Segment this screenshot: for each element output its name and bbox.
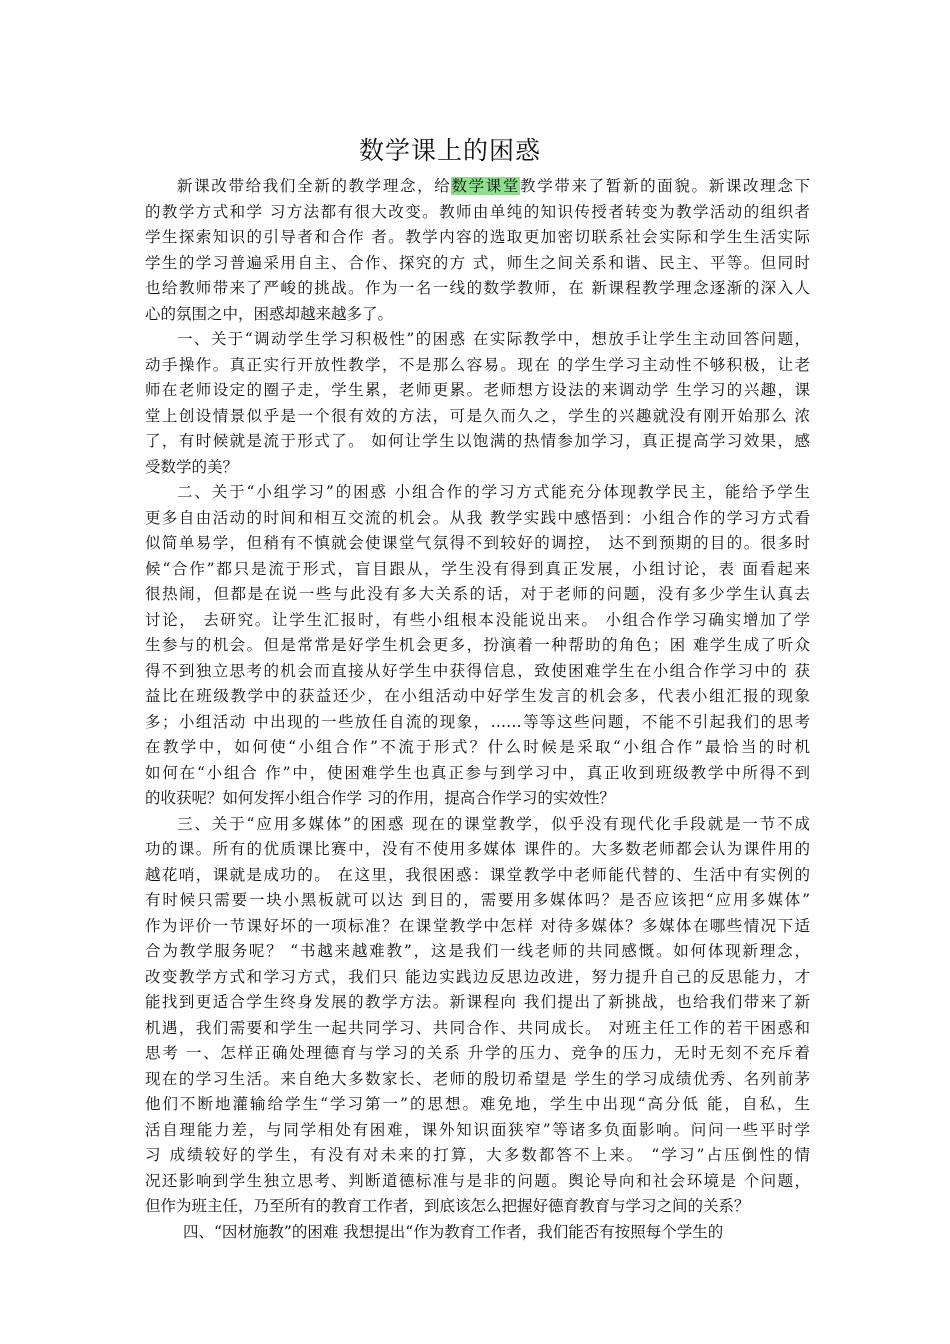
line-text: 思考 一、怎样正确处理德育与学习的关系 升学的压力、竞争的压力，无时无刻不充斥着 <box>145 1044 810 1062</box>
line-text: 益比在班级教学中的获益还少，在小组活动中好学生发言的机会多，代表小组汇报的现象 <box>145 687 810 705</box>
text-line <box>145 276 810 302</box>
text-line <box>145 1092 810 1118</box>
text-line <box>145 582 810 608</box>
line-text: 一、关于“调动学生学习积极性”的困惑 在实际教学中，想放手让学生主动回答问题， <box>177 330 810 348</box>
text-line <box>145 531 810 557</box>
line-text: 作为评价一节课好坏的一项标准？在课堂教学中怎样 对待多媒体？多媒体在哪些情况下适 <box>145 916 810 935</box>
text-line <box>145 480 810 506</box>
line-text: 越花哨，课就是成功的。 在这里，我很困惑：课堂教学中老师能代替的、生活中有实例的 <box>145 865 810 884</box>
line-text: 得不到独立思考的机会而直接从好学生中获得信息，致使困难学生在小组合作学习中的 获 <box>145 661 810 680</box>
document-title: 数学课上的困惑 <box>358 136 541 165</box>
text-line <box>145 837 810 863</box>
line-text: 况还影响到学生独立思考、判断道德标准与是非的问题。舆论导向和社会环境是 个问题， <box>145 1171 810 1190</box>
line-text: 的收获呢？如何发挥小组合作学 习的作用，提高合作学习的实效性？ <box>145 789 615 807</box>
text-line <box>145 251 810 277</box>
text-line <box>145 1118 810 1144</box>
line-text: 了，有时候就是流于形式了。 如何让学生以饱满的热情参加学习，真正提高学习效果，感 <box>145 432 810 450</box>
line-text: 功的课。所有的优质课比赛中，没有不使用多媒体 课件的。大多数老师都会认为课件用的 <box>145 840 810 858</box>
text-line <box>145 812 810 838</box>
text-line <box>145 1143 810 1169</box>
text-line <box>145 633 810 659</box>
line-text-after: 教学带来了暂新的面貌。新课改理念下 <box>520 177 810 195</box>
line-text: 似简单易学，但稍有不慎就会使课堂气氛得不到较好的调控， 达不到预期的目的。很多时 <box>145 534 810 552</box>
line-text: 也给教师带来了严峻的挑战。作为一名一线的数学教师，在 新课程教学理念逐渐的深入人 <box>145 279 810 297</box>
line-text: 二、关于“小组学习”的困惑 小组合作的学习方式能充分体现教学民主，能给予学生 <box>177 483 810 501</box>
line-text: 但作为班主任，乃至所有的教育工作者，到底该怎么把握好德育教育与学习之间的关系？ <box>145 1197 750 1215</box>
text-line <box>145 327 810 353</box>
line-text: 心的氛围之中，困惑却越来越多了。 <box>145 304 394 323</box>
line-text: 学生探索知识的引导者和合作 者。教学内容的选取更加密切联系社会实际和学生生活实际 <box>145 228 810 246</box>
text-line <box>145 455 810 481</box>
text-line <box>145 174 810 200</box>
line-text: 新课改带给我们全新的教学理念，给 <box>177 177 452 195</box>
line-text: 很热闹，但都是在说一些与此没有多大关系的话，对于老师的问题，没有多少学生认真去 <box>145 585 810 603</box>
text-line <box>145 225 810 251</box>
text-line <box>145 302 810 328</box>
text-line <box>145 684 810 710</box>
line-text: 机遇，我们需要和学生一起共同学习、共同合作、共同成长。 对班主任工作的若干困惑和 <box>145 1018 810 1037</box>
line-text: 活自理能力差，与同学相处有困难，课外知识面狭窄”等诸多负面影响。问问一些平时学 <box>145 1120 810 1139</box>
line-text: 现在的学习生活。来自绝大多数家长、老师的殷切希望是 学生的学习成绩优秀、名列前茅 <box>145 1069 810 1088</box>
line-text: 受数学的美？ <box>145 457 239 476</box>
line-text: 如何在“小组合 作”中，使困难学生也真正参与到学习中，真正收到班级教学中所得不到 <box>145 763 810 782</box>
line-text: 堂上创设情景似乎是一个很有效的方法，可是久而久之，学生的兴趣就没有刚开始那么 浓 <box>145 406 810 425</box>
text-line <box>145 557 810 583</box>
line-text: 合为教学服务呢？ “书越来越难教”，这是我们一线老师的共同感慨。如何体现新理念， <box>145 942 810 960</box>
line-text: 能找到更适合学生终身发展的教学方法。新课程向 我们提出了新挑战，也给我们带来了新 <box>145 993 810 1011</box>
text-line <box>145 888 810 914</box>
text-line <box>145 608 810 634</box>
line-text: 讨论， 去研究。让学生汇报时，有些小组根本没能说出来。 小组合作学习确实增加了学 <box>145 610 810 629</box>
line-text: 四、“因材施教”的困难 我想提出“作为教育工作者，我们能否有按照每个学生的 <box>183 1222 724 1241</box>
text-line <box>145 429 810 455</box>
line-text: 更多自由活动的时间和相互交流的机会。从我 教学实践中感悟到：小组合作的学习方式看 <box>145 508 810 527</box>
line-text: 学生的学习普遍采用自主、合作、探究的方 式，师生之间关系和谐、民主、平等。但同时 <box>145 253 810 272</box>
text-line <box>145 1041 810 1067</box>
line-text: 他们不断地灌输给学生“学习第一”的思想。难免地，学生中出现“高分低 能，自私，生 <box>145 1095 810 1113</box>
line-text: 的教学方式和学 习方法都有很大改变。教师由单纯的知识传授者转变为教学活动的组织者 <box>145 202 810 221</box>
document-body <box>145 174 810 1245</box>
text-line <box>145 353 810 379</box>
line-text: 改变教学方式和学习方式，我们只 能边实践边反思边改进，努力提升自己的反思能力，才 <box>145 967 810 986</box>
text-line <box>145 1169 810 1195</box>
text-line <box>145 863 810 889</box>
text-line <box>145 786 810 812</box>
text-line <box>145 404 810 430</box>
text-line <box>145 710 810 736</box>
line-text: 三、关于“应用多媒体”的困惑 现在的课堂教学，似乎没有现代化手段就是一节不成 <box>177 814 810 833</box>
text-line <box>145 761 810 787</box>
text-line <box>145 914 810 940</box>
text-line <box>145 939 810 965</box>
line-text: 生参与的机会。但是常常是好学生机会更多，扮演着一种帮助的角色；困 难学生成了听众 <box>145 636 810 654</box>
text-line <box>145 659 810 685</box>
text-line <box>145 1067 810 1093</box>
text-line <box>145 990 810 1016</box>
text-line <box>145 378 810 404</box>
text-line <box>145 735 810 761</box>
highlighted-text: 数学课堂 <box>451 177 521 195</box>
text-line <box>145 1194 810 1220</box>
line-text: 习 成绩较好的学生，有没有对未来的打算，大多数都答不上来。 “学习”占压倒性的情 <box>145 1146 810 1164</box>
line-text: 动手操作。真正实行开放性教学，不是那么容易。现在 的学生学习主动性不够积极，让老 <box>145 355 810 374</box>
line-text: 候“合作”都只是流于形式，盲目跟从，学生没有得到真正发展，小组讨论，表 面看起来 <box>145 559 810 578</box>
text-line <box>145 1016 810 1042</box>
text-line <box>145 965 810 991</box>
text-line <box>145 200 810 226</box>
line-text: 在教学中，如何使“小组合作”不流于形式？什么时候是采取“小组合作”最恰当的时机 <box>145 738 810 756</box>
line-text: 师在老师设定的圈子走，学生累，老师更累。老师想方设法的来调动学 生学习的兴趣，课 <box>145 381 810 399</box>
text-line <box>145 506 810 532</box>
line-text: 多；小组活动 中出现的一些放任自流的现象，……等等这些问题，不能不引起我们的思考 <box>145 712 810 731</box>
line-text: 有时候只需要一块小黑板就可以达 到目的，需要用多媒体吗？是否应该把“应用多媒体” <box>145 891 810 909</box>
text-line <box>145 1220 810 1246</box>
